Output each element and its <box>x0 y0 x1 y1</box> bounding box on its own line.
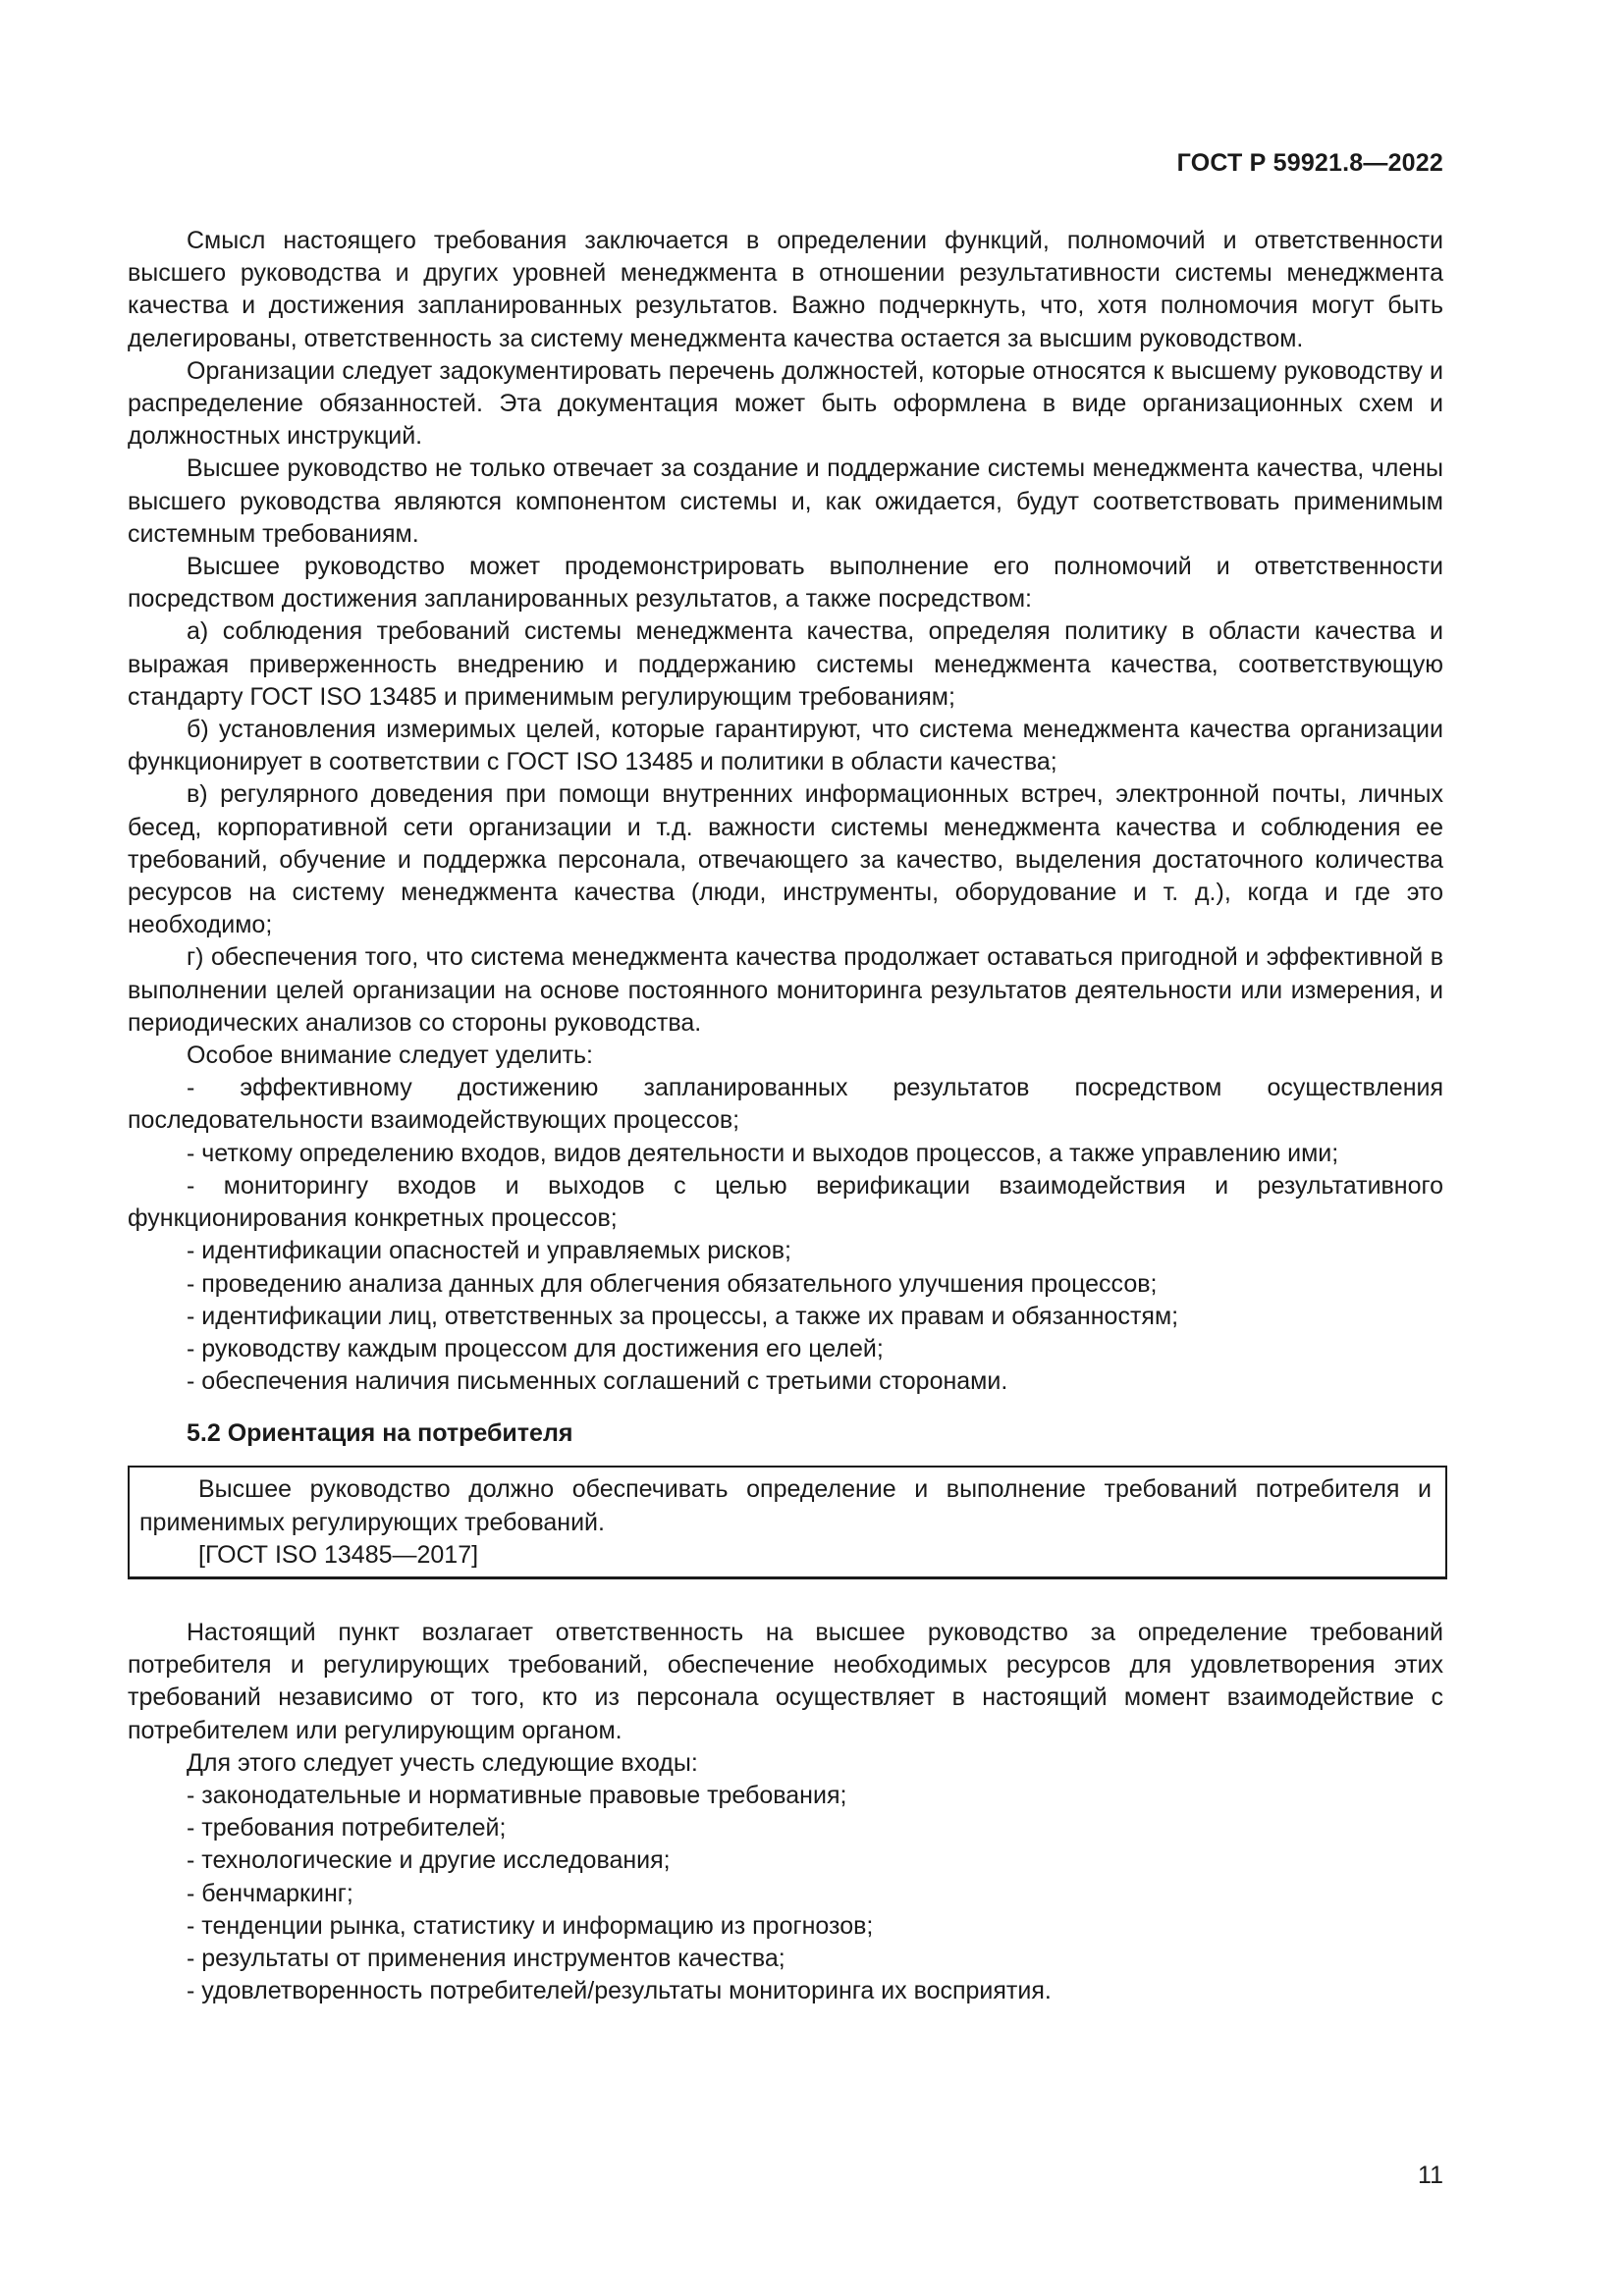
list-item: - обеспечения наличия письменных соглашений с третьими сторонами. <box>187 1367 1008 1396</box>
document-header: ГОСТ Р 59921.8—2022 <box>1176 149 1443 177</box>
quote-reference: [ГОСТ ISO 13485—2017] <box>198 1540 479 1569</box>
paragraph: Настоящий пункт возлагает ответственность на высшее руководство за определение требований потребителя и регулирующих требований, обеспечение необходимых ресурсов для удовлетворения этих требований независимо от того, кто из персонала осуществляет в настоящий момент взаимодействие с потребителем или регулирующим органом. <box>128 1618 1443 1744</box>
list-item: - эффективному достижению запланированных результатов посредством осуществления последовательности взаимодействующих процессов; <box>128 1074 1443 1135</box>
list-item: - мониторингу входов и выходов с целью верификации взаимодействия и результативного функционирования конкретных процессов; <box>128 1171 1443 1233</box>
paragraph: Особое внимание следует уделить: <box>187 1041 593 1070</box>
list-item: - руководству каждым процессом для достижения его целей; <box>187 1334 884 1362</box>
list-item: - четкому определению входов, видов деятельности и выходов процессов, а также управлению ими; <box>187 1139 1339 1167</box>
document-body <box>128 225 1443 2007</box>
list-item: - технологические и другие исследования; <box>187 1846 671 1875</box>
list-item: - идентификации опасностей и управляемых рисков; <box>187 1237 791 1265</box>
list-item: - законодательные и нормативные правовые требования; <box>187 1781 847 1809</box>
list-item: - идентификации лиц, ответственных за процессы, а также их правам и обязанностям; <box>187 1302 1179 1330</box>
list-item-v: в) регулярного доведения при помощи внутренних информационных встреч, электронной почты, личных бесед, корпоративной сети организации и т.д. важности системы менеджмента качества и соблюдения ее требований, обучение и поддержка персонала, отвечающего за качество, выделения достаточного количества ресурсов на систему менеджмента качества (люди, инструменты, оборудование и т. д.), когда и где это необходимо; <box>128 780 1443 939</box>
requirement-quote-box <box>128 1466 1447 1579</box>
document-page <box>128 0 1443 2296</box>
quote-text: Высшее руководство должно обеспечивать определение и выполнение требований потребителя и применимых регулирующих требований. <box>139 1475 1432 1536</box>
list-item: - проведению анализа данных для облегчения обязательного улучшения процессов; <box>187 1269 1158 1298</box>
list-item: - бенчмаркинг; <box>187 1879 353 1907</box>
section-heading: 5.2 Ориентация на потребителя <box>187 1419 573 1448</box>
paragraph: Смысл настоящего требования заключается в определении функций, полномочий и ответственности высшего руководства и других уровней менеджмента в отношении результативности системы менеджмента качества и достижения запланированных результатов. Важно подчеркнуть, что, хотя полномочия могут быть делегированы, ответственность за систему менеджмента качества остается за высшим руководством. <box>128 227 1443 352</box>
paragraph: Для этого следует учесть следующие входы: <box>187 1748 698 1777</box>
paragraph: Высшее руководство не только отвечает за создание и поддержание системы менеджмента качества, члены высшего руководства являются компонентом системы и, как ожидается, будут соответствовать применимым системным требованиям. <box>128 454 1443 548</box>
list-item-b: б) установления измеримых целей, которые гарантируют, что система менеджмента качества организации функционирует в соответствии с ГОСТ ISO 13485 и политики в области качества; <box>128 716 1443 776</box>
list-item: - результаты от применения инструментов качества; <box>187 1944 785 1972</box>
list-item-a: а) соблюдения требований системы менеджмента качества, определяя политику в области качества и выражая приверженность внедрению и поддержанию системы менеджмента качества, соответствующую стандарту ГОСТ ISO 13485 и применимым регулирующим требованиям; <box>128 617 1443 711</box>
page-number: 11 <box>1418 2162 1443 2189</box>
paragraph: Организации следует задокументировать перечень должностей, которые относятся к высшему руководству и распределение обязанностей. Эта документация может быть оформлена в виде организационных схем и должностных инструкций. <box>128 356 1443 451</box>
list-item: - удовлетворенность потребителей/результаты мониторинга их восприятия. <box>187 1977 1052 2005</box>
list-item: - требования потребителей; <box>187 1814 507 1842</box>
list-item-g: г) обеспечения того, что система менеджмента качества продолжает оставаться пригодной и эффективной в выполнении целей организации на основе постоянного мониторинга результатов деятельности или измерения, и периодических анализов со стороны руководства. <box>128 943 1443 1037</box>
paragraph: Высшее руководство может продемонстрировать выполнение его полномочий и ответственности посредством достижения запланированных результатов, а также посредством: <box>128 553 1443 614</box>
list-item: - тенденции рынка, статистику и информацию из прогнозов; <box>187 1911 874 1940</box>
